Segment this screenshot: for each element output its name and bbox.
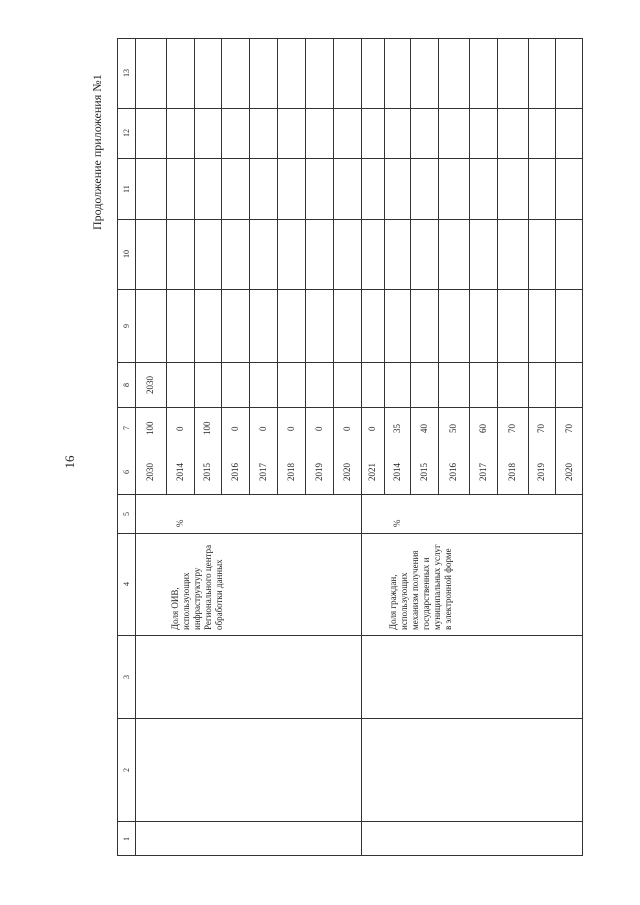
cell-value: 100	[145, 421, 155, 435]
column-separator	[117, 718, 583, 719]
cell-value: 0	[341, 426, 352, 431]
row-separator	[135, 38, 136, 856]
row-separator	[438, 38, 439, 494]
cell-value: 0	[257, 426, 268, 431]
header-number: 9	[121, 323, 131, 328]
row-separator	[221, 38, 222, 494]
cell-year: 2030	[145, 462, 155, 481]
column-separator	[117, 821, 583, 822]
cell-value: 0	[174, 426, 185, 431]
header-number: 1	[121, 836, 131, 841]
table-border	[117, 855, 583, 856]
column-separator	[117, 494, 583, 495]
column-separator	[117, 533, 583, 534]
cell-year: 2019	[313, 462, 324, 481]
column-separator	[117, 407, 583, 408]
cell-year: 2016	[229, 462, 240, 481]
cell-year: 2020	[341, 462, 352, 481]
header-number: 8	[121, 382, 131, 387]
unit-label: %	[391, 519, 402, 527]
cell-value: 2030	[145, 375, 155, 394]
cell-value: 60	[477, 423, 488, 433]
cell-value: 70	[536, 423, 546, 433]
cell-year: 2015	[418, 462, 429, 481]
row-separator	[361, 38, 362, 856]
cell-year: 2021	[367, 462, 377, 481]
row-separator	[249, 38, 250, 494]
cell-year: 2019	[536, 462, 546, 481]
cell-year: 2017	[477, 462, 488, 481]
cell-value: 0	[313, 426, 324, 431]
header-number: 3	[121, 674, 131, 679]
cell-year: 2017	[257, 462, 268, 481]
indicator-description: Доля граждан, использующих механизм получения государственных и муниципальных услуг в электронной форме	[388, 544, 453, 630]
table-border	[117, 38, 118, 856]
cell-year: 2015	[202, 462, 212, 481]
cell-year: 2014	[391, 462, 402, 481]
cell-value: 0	[367, 426, 377, 431]
cell-value: 50	[448, 423, 458, 433]
cell-year: 2016	[448, 462, 458, 481]
cell-value: 70	[507, 423, 517, 433]
column-separator	[117, 635, 583, 636]
cell-year: 2018	[285, 462, 296, 481]
unit-label: %	[174, 519, 185, 527]
cell-value: 100	[202, 421, 212, 435]
row-separator	[528, 38, 529, 494]
header-number: 13	[121, 69, 131, 77]
cell-value: 40	[418, 423, 429, 433]
row-separator	[305, 38, 306, 494]
cell-year: 2014	[174, 462, 185, 481]
header-number: 7	[121, 426, 131, 430]
table-border	[582, 38, 583, 856]
cell-value: 70	[563, 423, 574, 433]
row-separator	[333, 38, 334, 494]
header-number: 10	[121, 250, 131, 258]
row-separator	[410, 38, 411, 494]
page-number: 16	[62, 455, 77, 469]
row-separator	[277, 38, 278, 494]
row-separator	[194, 38, 195, 494]
cell-value: 0	[285, 426, 296, 431]
cell-year: 2020	[563, 462, 574, 481]
indicator-description: Доля ОИВ, использующих инфраструктуру Регионального центра обработки данных	[170, 544, 224, 630]
header-number: 6	[121, 469, 131, 474]
table-border	[117, 38, 583, 39]
cell-value: 35	[391, 423, 402, 433]
header-number: 5	[121, 511, 131, 516]
column-separator	[117, 158, 583, 159]
cell-year: 2018	[507, 462, 517, 481]
column-separator	[117, 362, 583, 363]
header-number: 12	[121, 129, 131, 137]
data-table	[117, 38, 583, 856]
header-number: 4	[121, 582, 131, 586]
row-separator	[497, 38, 498, 494]
caption: Продолжение приложения №1	[90, 74, 104, 230]
column-separator	[117, 219, 583, 220]
header-number: 11	[121, 184, 131, 193]
row-separator	[555, 38, 556, 494]
cell-value: 0	[229, 426, 240, 431]
row-separator	[384, 38, 385, 494]
column-separator	[117, 108, 583, 109]
header-number: 2	[121, 767, 131, 772]
row-separator	[469, 38, 470, 494]
column-separator	[117, 289, 583, 290]
row-separator	[166, 38, 167, 494]
